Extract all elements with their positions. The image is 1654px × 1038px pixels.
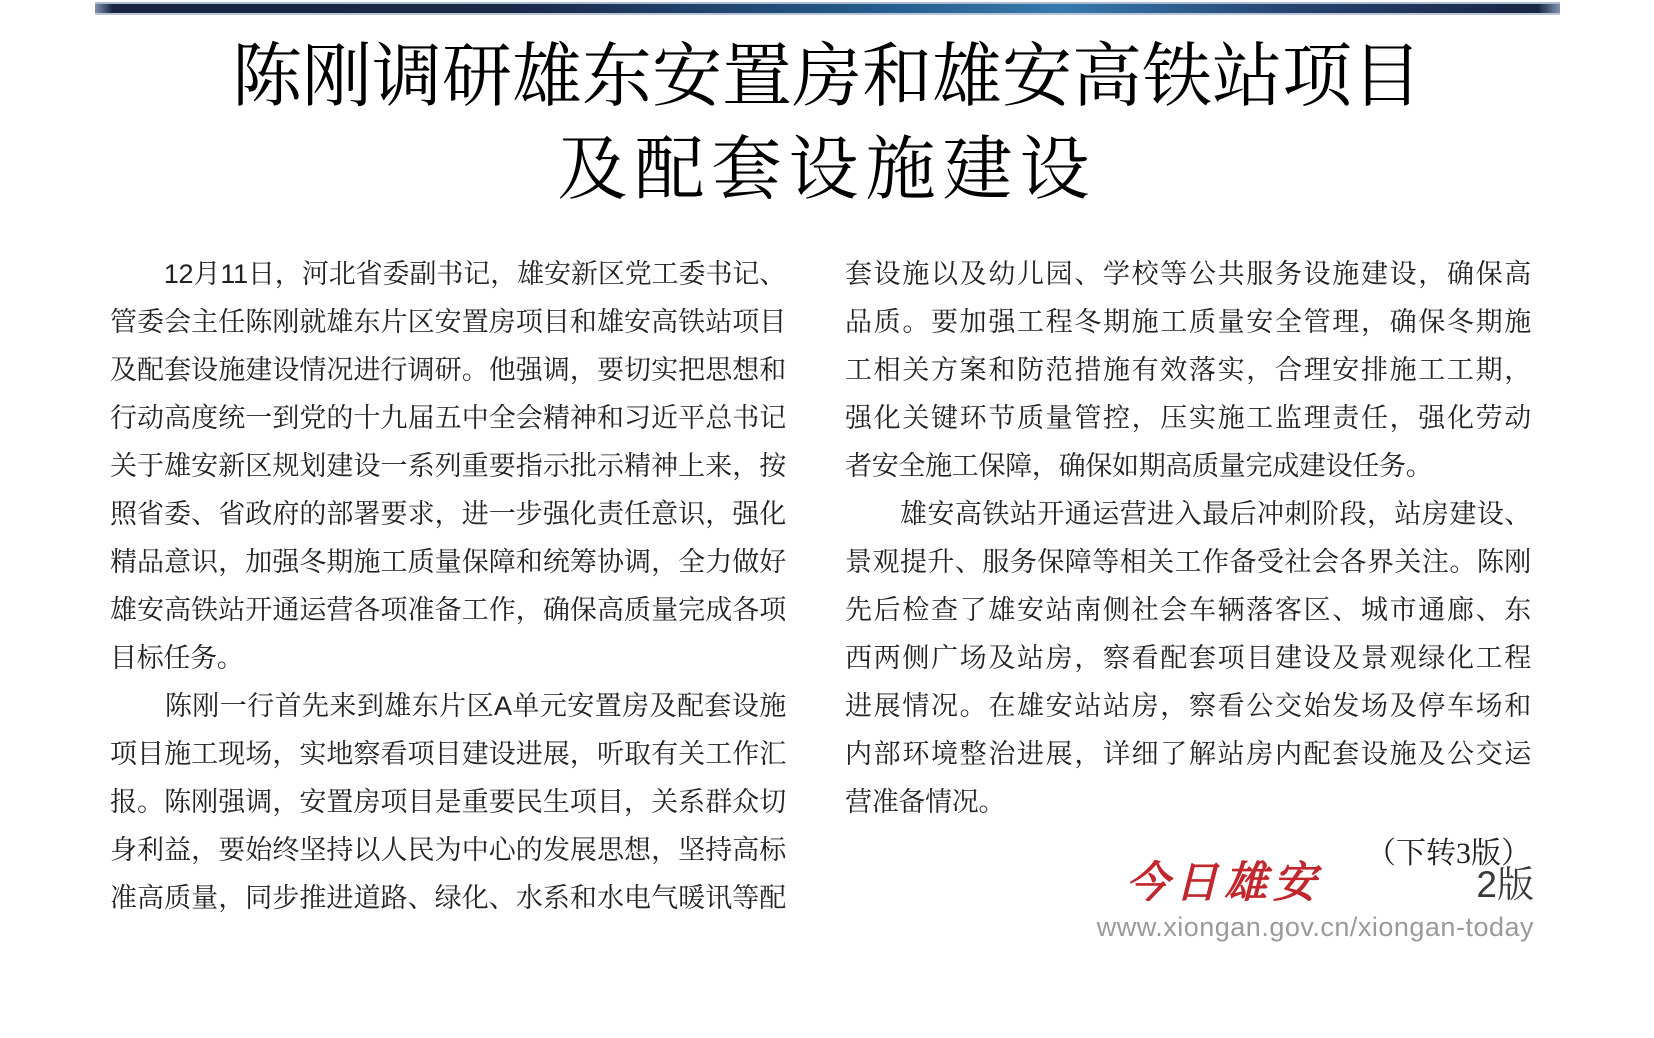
article-line: 景观提升、服务保障等相关工作备受社会各界关注。陈刚 <box>845 547 1531 577</box>
article-line: 目标任务。 <box>110 643 244 673</box>
article-line: 身利益，要始终坚持以人民为中心的发展思想，坚持高标 <box>110 835 786 865</box>
brand-logo: 今日雄安 <box>1126 860 1322 907</box>
article-line: 报。陈刚强调，安置房项目是重要民生项目，关系群众切 <box>110 787 786 817</box>
footer-row <box>1040 858 1534 910</box>
site-url: www.xiongan.gov.cn/xiongan-today <box>1096 912 1534 942</box>
article-column-right <box>845 250 1531 922</box>
article-line: 进展情况。在雄安站站房，察看公交始发场及停车场和 <box>845 691 1531 721</box>
article-line: 准高质量，同步推进道路、绿化、水系和水电气暖讯等配 <box>110 883 786 913</box>
article-line: 管委会主任陈刚就雄东片区安置房项目和雄安高铁站项目 <box>110 307 786 337</box>
article-column-left <box>110 250 786 922</box>
article-line: 雄安高铁站开通运营各项准备工作，确保高质量完成各项 <box>110 595 786 625</box>
article-column-right-lines <box>845 250 1531 826</box>
article-line: 雄安高铁站开通运营进入最后冲刺阶段，站房建设、 <box>845 499 1531 529</box>
article-line: 项目施工现场，实地察看项目建设进展，听取有关工作汇 <box>110 739 786 769</box>
article-line: 营准备情况。 <box>845 787 1006 817</box>
article-title <box>0 30 1654 217</box>
article-line: 套设施以及幼儿园、学校等公共服务设施建设，确保高 <box>845 259 1531 289</box>
continuation-note: （下转3版） <box>1366 837 1531 870</box>
article-line: 内部环境整治进展，详细了解站房内配套设施及公交运 <box>845 739 1531 769</box>
article-line: 陈刚一行首先来到雄东片区A单元安置房及配套设施 <box>110 691 786 721</box>
article-line: 工相关方案和防范措施有效落实，合理安排施工工期， <box>845 355 1531 385</box>
title-line-2: 及配套设施建设 <box>557 132 1097 209</box>
article-line: 品质。要加强工程冬期施工质量安全管理，确保冬期施 <box>845 307 1531 337</box>
article-line: 关于雄安新区规划建设一系列重要指示批示精神上来，按 <box>110 451 786 481</box>
article-line: 精品意识，加强冬期施工质量保障和统筹协调，全力做好 <box>110 547 786 577</box>
footer <box>1040 858 1534 943</box>
article-line: 者安全施工保障，确保如期高质量完成建设任务。 <box>845 451 1433 481</box>
page-number-label: 2版 <box>1476 864 1534 905</box>
article-line: 先后检查了雄安站南侧社会车辆落客区、城市通廊、东 <box>845 595 1531 625</box>
article-line: 照省委、省政府的部署要求，进一步强化责任意识，强化 <box>110 499 786 529</box>
article-line: 12月11日，河北省委副书记，雄安新区党工委书记、 <box>110 259 786 289</box>
top-accent-bar <box>95 2 1560 15</box>
article-line: 及配套设施建设情况进行调研。他强调，要切实把思想和 <box>110 355 786 385</box>
title-line-1: 陈刚调研雄东安置房和雄安高铁站项目 <box>232 39 1422 116</box>
article-line: 西两侧广场及站房，察看配套项目建设及景观绿化工程 <box>845 643 1531 673</box>
article-line: 强化关键环节质量管控，压实施工监理责任，强化劳动 <box>845 403 1531 433</box>
article-line: 行动高度统一到党的十九届五中全会精神和习近平总书记 <box>110 403 786 433</box>
article-body <box>110 250 1531 922</box>
